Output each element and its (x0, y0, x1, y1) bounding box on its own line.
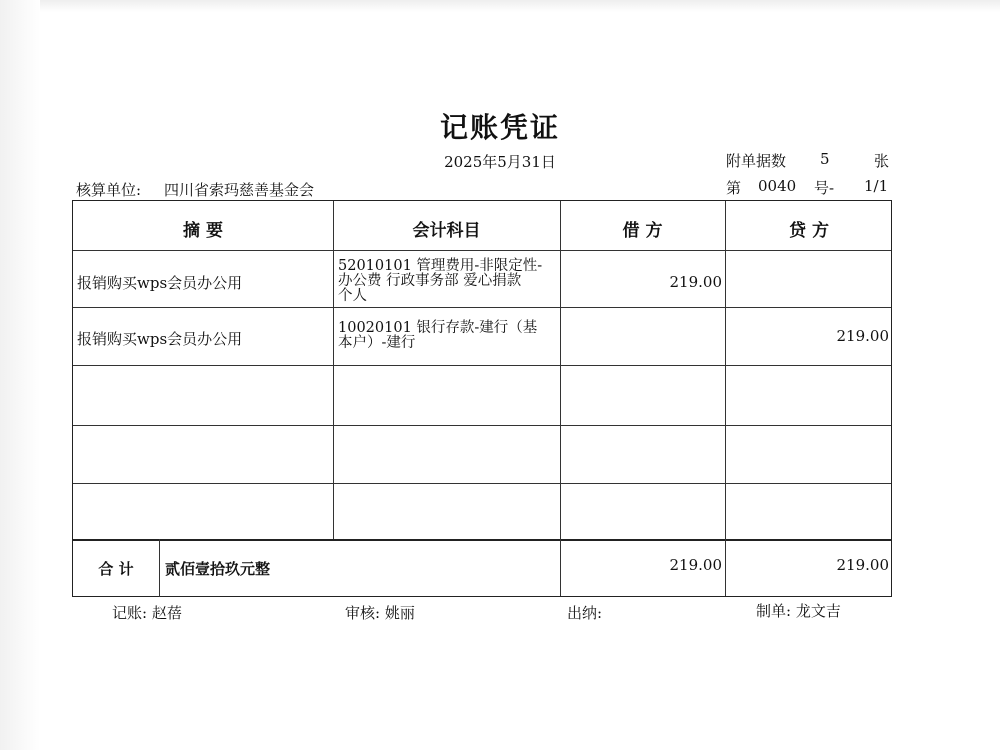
header-debit: 借 方 (622, 221, 663, 241)
col-rule (333, 201, 334, 539)
row2-account-line: 10020101 银行存款-建行（基 (338, 320, 538, 336)
row-rule (73, 365, 891, 366)
row2-account (338, 321, 537, 351)
total-label-rule (159, 539, 160, 597)
total-debit: 219.00 (669, 556, 722, 574)
row1-account-line: 52010101 管理费用-非限定性- (338, 258, 543, 274)
row1-account (338, 259, 542, 304)
col-rule (725, 201, 726, 596)
total-amount-in-words: 贰佰壹拾玖元整 (165, 560, 271, 578)
page-fraction: 1/1 (864, 177, 889, 195)
header-summary: 摘 要 (183, 221, 223, 241)
attachments-count: 5 (820, 150, 830, 168)
header-credit: 贷 方 (789, 221, 829, 241)
voucher-no-suffix: 号- (814, 179, 835, 197)
row1-debit: 219.00 (669, 273, 722, 291)
total-credit: 219.00 (836, 556, 889, 574)
voucher-date: 2025年5月31日 (444, 153, 556, 171)
row1-account-line: 办公费 行政事务部 爱心捐款 (338, 273, 522, 289)
row2-account-line: 本户）-建行 (338, 335, 416, 351)
total-label: 合 计 (98, 560, 134, 578)
header-rule (73, 250, 891, 251)
row1-summary: 报销购买wps会员办公用 (77, 274, 243, 292)
total-rule (73, 539, 891, 541)
attachments-unit: 张 (874, 152, 890, 170)
voucher-table (72, 200, 892, 597)
signature-cashier: 出纳: (567, 604, 603, 622)
attachments-label: 附单据数 (726, 152, 787, 170)
col-rule (560, 201, 561, 596)
signature-preparer: 制单: 龙文吉 (756, 602, 841, 620)
row2-credit: 219.00 (836, 327, 889, 345)
voucher-title: 记账凭证 (439, 111, 560, 144)
row-rule (73, 307, 891, 308)
row-rule (73, 483, 891, 484)
unit-name: 四川省索玛慈善基金会 (164, 181, 315, 199)
signature-reviewer: 审核: 姚丽 (345, 604, 415, 622)
row2-summary: 报销购买wps会员办公用 (77, 330, 243, 348)
voucher-no-value: 0040 (758, 177, 797, 195)
row-rule (73, 425, 891, 426)
header-account: 会计科目 (412, 221, 481, 241)
voucher-no-prefix: 第 (726, 179, 742, 197)
scan-top-edge (0, 0, 1000, 12)
row1-account-line: 个人 (338, 288, 367, 304)
unit-label: 核算单位: (76, 181, 142, 199)
signature-bookkeeper: 记账: 赵蓓 (112, 604, 182, 622)
